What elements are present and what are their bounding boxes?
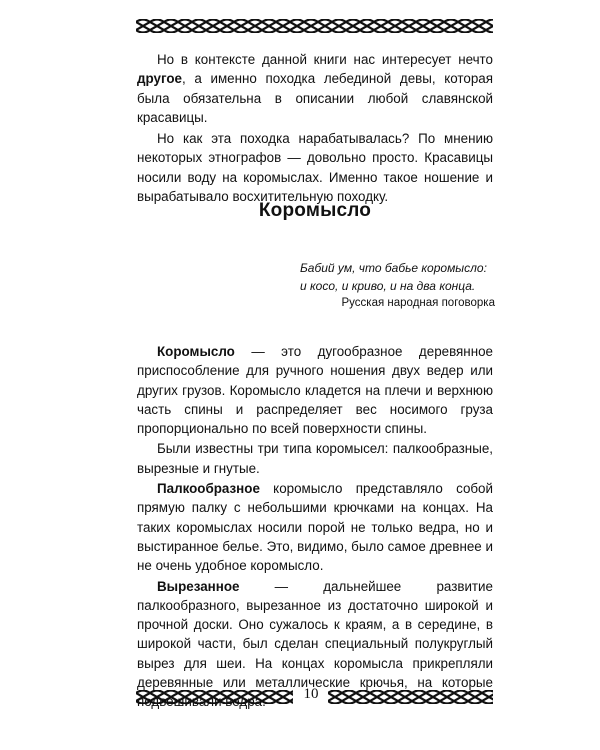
body-text (137, 342, 493, 712)
body-paragraph-3: Палкообразное коромысло представляло собой прямую палку с небольшими крючками на концах. На таких коромыслах носили порой не только ведра, но и выстиранное белье. Это, видимо, было самое древнее и не очень удобное коромысло. (137, 481, 493, 574)
epigraph-line-1: Бабий ум, что бабье коромысло: (300, 261, 487, 275)
intro-paragraph-2: Но как эта походка нарабатывалась? По мнению некоторых этнографов — довольно просто. Красавицы носили воду на коромыслах. Именно такое ношение и вырабатывало восхитительную походку. (137, 131, 493, 205)
epigraph-line-2: и косо, и криво, и на два конца. (300, 279, 476, 293)
bottom-left-ornament-border (136, 690, 293, 704)
bottom-right-ornament-border (328, 690, 493, 704)
epigraph-source: Русская народная поговорка (341, 297, 495, 309)
body-paragraph-4: Вырезанное — дальнейшее развитие палкообразного, вырезанное из достаточно широкой и прочной доски. Оно сужалось к краям, а в середине, в широкой части, был сделан специальный полукруглый вырез для шеи. На концах коромысла прикрепляли деревянные или металлические крючья, на которые (137, 578, 493, 691)
top-ornament-border (136, 19, 493, 33)
page-number: 10 (303, 686, 319, 702)
intro-text (137, 50, 493, 206)
body-paragraph-1: Коромысло — это дугообразное деревянное приспособление для ручного ношения двух ведер или других грузов. Коромысло кладется на плечи и верхнюю часть спины и распределяет вес носимого груза пропорционально по всей поверхности спины. (137, 344, 493, 437)
epigraph (300, 259, 500, 295)
section-heading: Коромысло (258, 200, 372, 221)
intro-paragraph-1: Но в контексте данной книги нас интересует нечто другое, а именно походка лебединой девы, которая была обязательна в описании любой славянской красавицы. (137, 52, 493, 125)
body-paragraph-2: Были известны три типа коромысел: палкообразные, вырезные и гнутые. (137, 441, 493, 476)
